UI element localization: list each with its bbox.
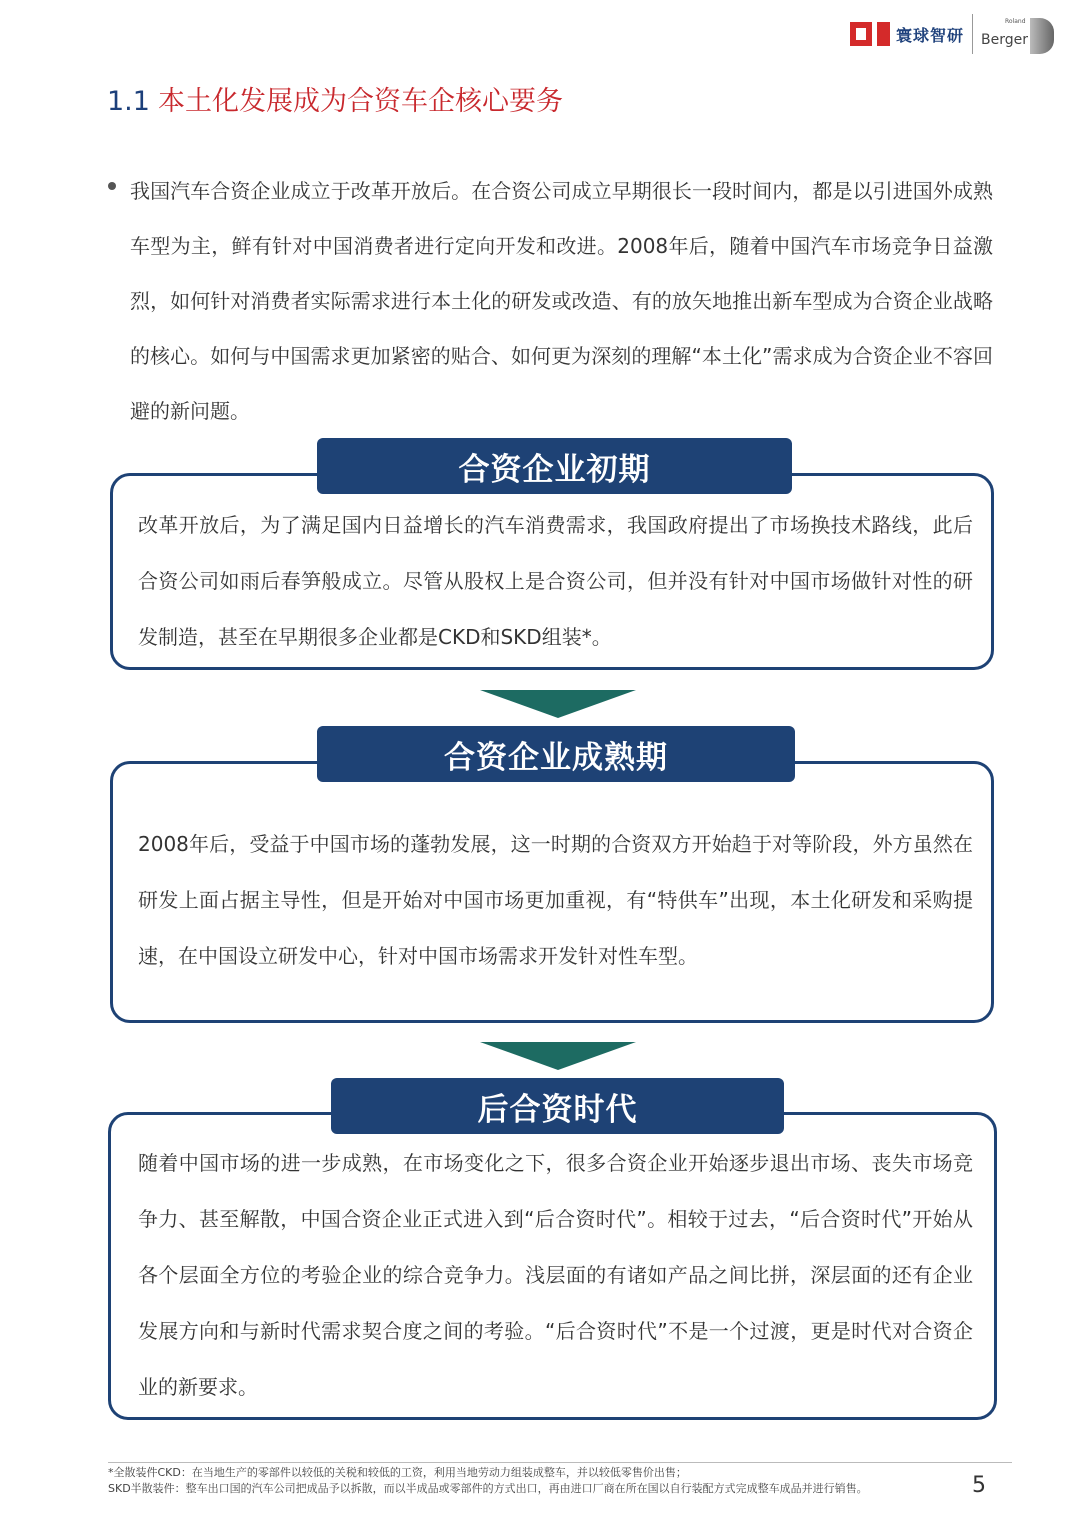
footnote-skd: SKD半散装件：整车出口国的汽车公司把成品予以拆散，而以半成品或零部件的方式出口，再由进口厂商在所在国以自行装配方式完成整车成品并进行销售。 [108,1482,868,1495]
gti-logo-mark-icon [850,22,890,46]
bullet-dot-icon [108,182,116,190]
roland-berger-logo-text: Berger [981,32,1028,48]
stage-text-initial: 改革开放后，为了满足国内日益增长的汽车消费需求，我国政府提出了市场换技术路线，此后合资公司如雨后春笋般成立。尽管从股权上是合资公司，但并没有针对中国市场做针对性的研发制造，甚至在早期很多企业都是CKD和SKD组装*。 [138,513,973,649]
intro-text: 我国汽车合资企业成立于改革开放后。在合资公司成立早期很长一段时间内，都是以引进国外成熟车型为主，鲜有针对中国消费者进行定向开发和改进。2008年后，随着中国汽车市场竞争日益激烈，如何针对消费者实际需求进行本土化的研发或改造、有的放矢地推出新车型成为合资企业战略的核心。如何与中国需求更加紧密的贴合、如何更为深刻的理解“本土化”需求成为合资企业不容回避的新问题。 [130,179,993,423]
section-title [107,82,563,122]
roland-berger-b-icon [1030,18,1054,54]
stage-title-post-jv: 后合资时代 [331,1078,784,1134]
intro-paragraph [108,164,993,439]
stage-text-post-jv: 随着中国市场的进一步成熟，在市场变化之下，很多合资企业开始逐步退出市场、丧失市场竞争力、甚至解散，中国合资企业正式进入到“后合资时代”。相较于过去，“后合资时代”开始从各个层面全方位的考验企业的综合竞争力。浅层面的有诸如产品之间比拼，深层面的还有企业发展方向和与新时代需求契合度之间的考验。“后合资时代”不是一个过渡，更是时代对合资企业的新要求。 [138,1151,973,1399]
stage-box-initial [110,473,994,670]
footnotes [108,1465,948,1497]
roland-berger-logo [981,14,1054,54]
down-arrow-icon [480,690,636,718]
stage-text-mature: 2008年后，受益于中国市场的蓬勃发展，这一时期的合资双方开始趋于对等阶段，外方虽然在研发上面占据主导性，但是开始对中国市场更加重视，有“特供车”出现，本土化研发和采购提速，在中国设立研发中心，针对中国市场需求开发针对性车型。 [138,832,973,968]
page-number: 5 [972,1473,986,1498]
stage-box-post-jv [108,1112,997,1420]
gti-logo [850,22,964,46]
section-title-text: 本土化发展成为合资车企核心要务 [157,86,563,117]
footnote-ckd: *全散装件CKD：在当地生产的零部件以较低的关税和较低的工资，利用当地劳动力组装成整车，并以较低零售价出售； [108,1466,687,1479]
down-arrow-icon [480,1042,636,1070]
roland-berger-logo-small-text: Roland [1005,18,1026,25]
stage-title-initial: 合资企业初期 [317,438,792,494]
header-logos [850,14,1054,54]
stage-title-mature: 合资企业成熟期 [317,726,795,782]
logo-divider [972,14,973,54]
stage-box-mature [110,761,994,1023]
gti-logo-text: 寰球智研 [896,25,965,45]
footer-divider [108,1462,1012,1463]
section-number: 1.1 [107,86,150,117]
